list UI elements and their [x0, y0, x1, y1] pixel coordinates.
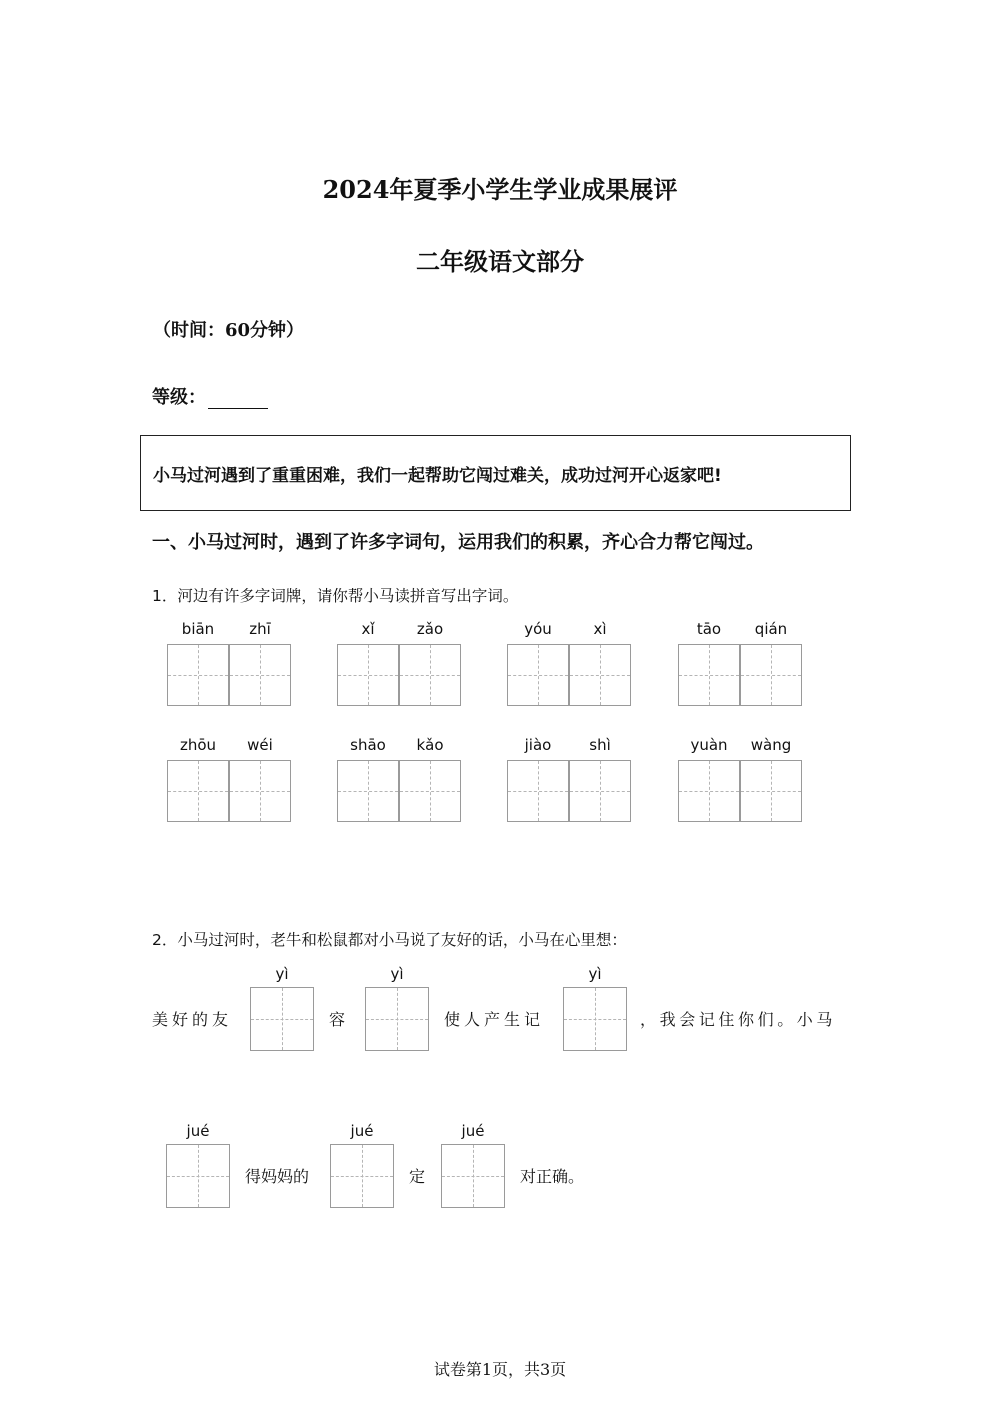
writing-box[interactable] [166, 1144, 230, 1208]
pinyin: zǎo [416, 620, 444, 638]
writing-box[interactable] [365, 987, 429, 1051]
writing-box[interactable] [563, 987, 627, 1051]
writing-box[interactable] [337, 760, 399, 822]
writing-box[interactable] [569, 644, 631, 706]
writing-box[interactable] [678, 644, 740, 706]
fill-box-group [330, 1122, 394, 1208]
writing-box[interactable] [507, 760, 569, 822]
writing-box[interactable] [569, 760, 631, 822]
writing-box[interactable] [229, 644, 291, 706]
fill-box-group [365, 965, 429, 1051]
banner-text: 小马过河遇到了重重困难，我们一起帮助它闯过难关，成功过河开心返家吧! [153, 466, 722, 486]
pinyin-group [507, 736, 633, 826]
fill-box-group [166, 1122, 230, 1208]
writing-box[interactable] [740, 644, 802, 706]
pinyin-group [337, 736, 463, 826]
grade-field [152, 383, 268, 409]
section-heading: 一、小马过河时，遇到了许多字词句，运用我们的积累，齐心合力帮它闯过。 [152, 532, 764, 553]
pinyin: yóu [524, 620, 552, 638]
writing-box[interactable] [229, 760, 291, 822]
pinyin: tāo [696, 620, 722, 638]
sentence-text: 容 [329, 1010, 350, 1029]
pinyin-group [167, 736, 293, 826]
pinyin: zhī [249, 620, 271, 638]
pinyin-group [337, 620, 463, 710]
fill-box-group [250, 965, 314, 1051]
pinyin: jué [461, 1122, 485, 1140]
sentence-text: ，我会记住你们。小马 [640, 1010, 837, 1029]
pinyin: biān [181, 620, 215, 638]
writing-box[interactable] [399, 644, 461, 706]
fill-box-group [441, 1122, 505, 1208]
pinyin: jué [186, 1122, 210, 1140]
pinyin: xǐ [361, 620, 375, 638]
pinyin: wàng [750, 736, 792, 754]
exam-time: （时间：60分钟） [153, 320, 305, 341]
pinyin: shāo [350, 736, 386, 754]
sentence-text: 得妈妈的 [245, 1167, 310, 1186]
pinyin-group [678, 736, 804, 826]
question-2: 2．小马过河时，老牛和松鼠都对小马说了友好的话，小马在心里想： [152, 931, 627, 949]
writing-box[interactable] [330, 1144, 394, 1208]
pinyin: xì [593, 620, 607, 638]
grade-blank[interactable] [208, 390, 268, 409]
writing-box[interactable] [399, 760, 461, 822]
pinyin: wéi [247, 736, 273, 754]
writing-box[interactable] [337, 644, 399, 706]
sentence-text: 对正确。 [520, 1167, 585, 1186]
writing-box[interactable] [167, 644, 229, 706]
question-1: 1．河边有许多字词牌，请你帮小马读拼音写出字词。 [152, 587, 519, 605]
fill-box-group [563, 965, 627, 1051]
pinyin-group [678, 620, 804, 710]
page-footer: 试卷第1页，共3页 [433, 1360, 567, 1379]
pinyin: yì [390, 965, 404, 983]
pinyin: qián [754, 620, 788, 638]
writing-box[interactable] [678, 760, 740, 822]
exam-subtitle: 二年级语文部分 [416, 247, 584, 276]
pinyin-group [507, 620, 633, 710]
pinyin: yuàn [690, 736, 728, 754]
writing-box[interactable] [167, 760, 229, 822]
grade-label: 等级： [152, 387, 206, 408]
writing-box[interactable] [740, 760, 802, 822]
writing-box[interactable] [507, 644, 569, 706]
writing-box[interactable] [250, 987, 314, 1051]
pinyin: jué [350, 1122, 374, 1140]
sentence-text: 定 [409, 1167, 426, 1186]
pinyin: jiào [524, 736, 552, 754]
pinyin: kǎo [416, 736, 444, 754]
pinyin-group [167, 620, 293, 710]
pinyin: yì [275, 965, 289, 983]
pinyin: shì [589, 736, 611, 754]
sentence-text: 使人产生记 [444, 1010, 545, 1029]
pinyin: zhōu [179, 736, 217, 754]
writing-box[interactable] [441, 1144, 505, 1208]
pinyin: yì [588, 965, 602, 983]
intro-banner [140, 435, 851, 511]
sentence-text: 美好的友 [152, 1010, 233, 1029]
exam-title: 2024年夏季小学生学业成果展评 [322, 175, 678, 204]
